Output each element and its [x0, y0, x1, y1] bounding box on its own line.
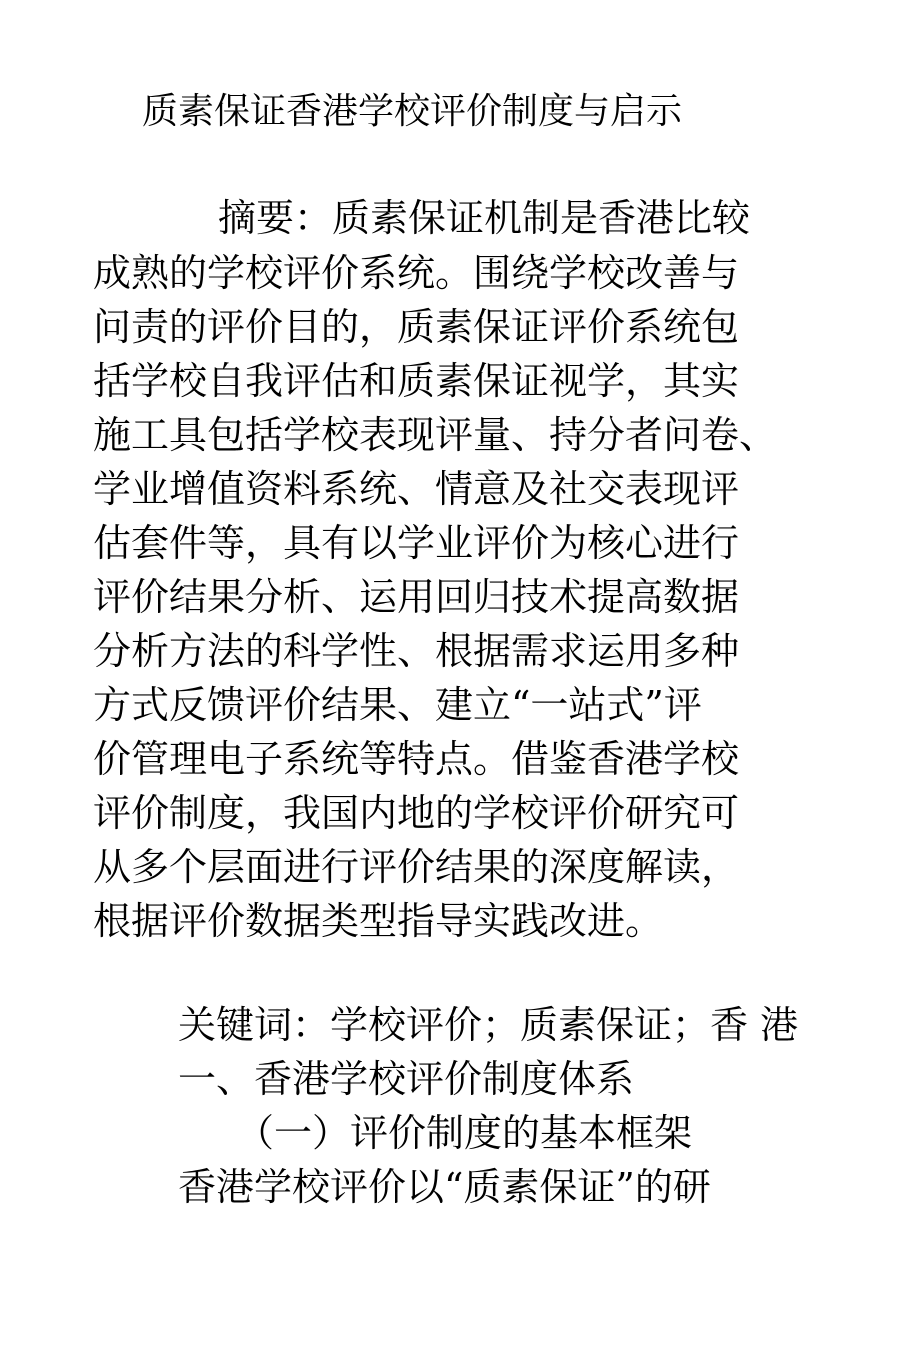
subsection-heading: （一）评价制度的基本框架 [236, 1111, 693, 1155]
abstract-line: 根据评价数据类型指导实践改进。 [93, 899, 664, 943]
abstract-line: 评价制度，我国内地的学校评价研究可 [93, 791, 740, 835]
abstract-line: 从多个层面进行评价结果的深度解读， [93, 845, 740, 889]
body-paragraph-line: 香港学校评价以“质素保证”的研 [178, 1165, 711, 1209]
abstract-line: 成熟的学校评价系统。围绕学校改善与 [93, 251, 740, 295]
abstract-line: 问责的评价目的，质素保证评价系统包 [93, 305, 740, 349]
section-heading: 一、香港学校评价制度体系 [178, 1057, 635, 1101]
abstract-line: 价管理电子系统等特点。借鉴香港学校 [93, 737, 740, 781]
abstract-line: 摘要：质素保证机制是香港比较 [218, 196, 751, 240]
abstract-line: 括学校自我评估和质素保证视学，其实 [93, 359, 740, 403]
document-title: 质素保证香港学校评价制度与启示 [142, 91, 683, 132]
abstract-line: 评价结果分析、运用回归技术提高数据 [93, 575, 740, 619]
abstract-line: 分析方法的科学性、根据需求运用多种 [93, 629, 740, 673]
abstract-line: 学业增值资料系统、情意及社交表现评 [93, 467, 740, 511]
abstract-line: 估套件等，具有以学业评价为核心进行 [93, 521, 740, 565]
abstract-line: 方式反馈评价结果、建立“一站式”评 [93, 683, 702, 727]
keywords: 关键词：学校评价；质素保证；香 港 [178, 1003, 799, 1047]
abstract-line: 施工具包括学校表现评量、持分者问卷、 [93, 413, 778, 457]
